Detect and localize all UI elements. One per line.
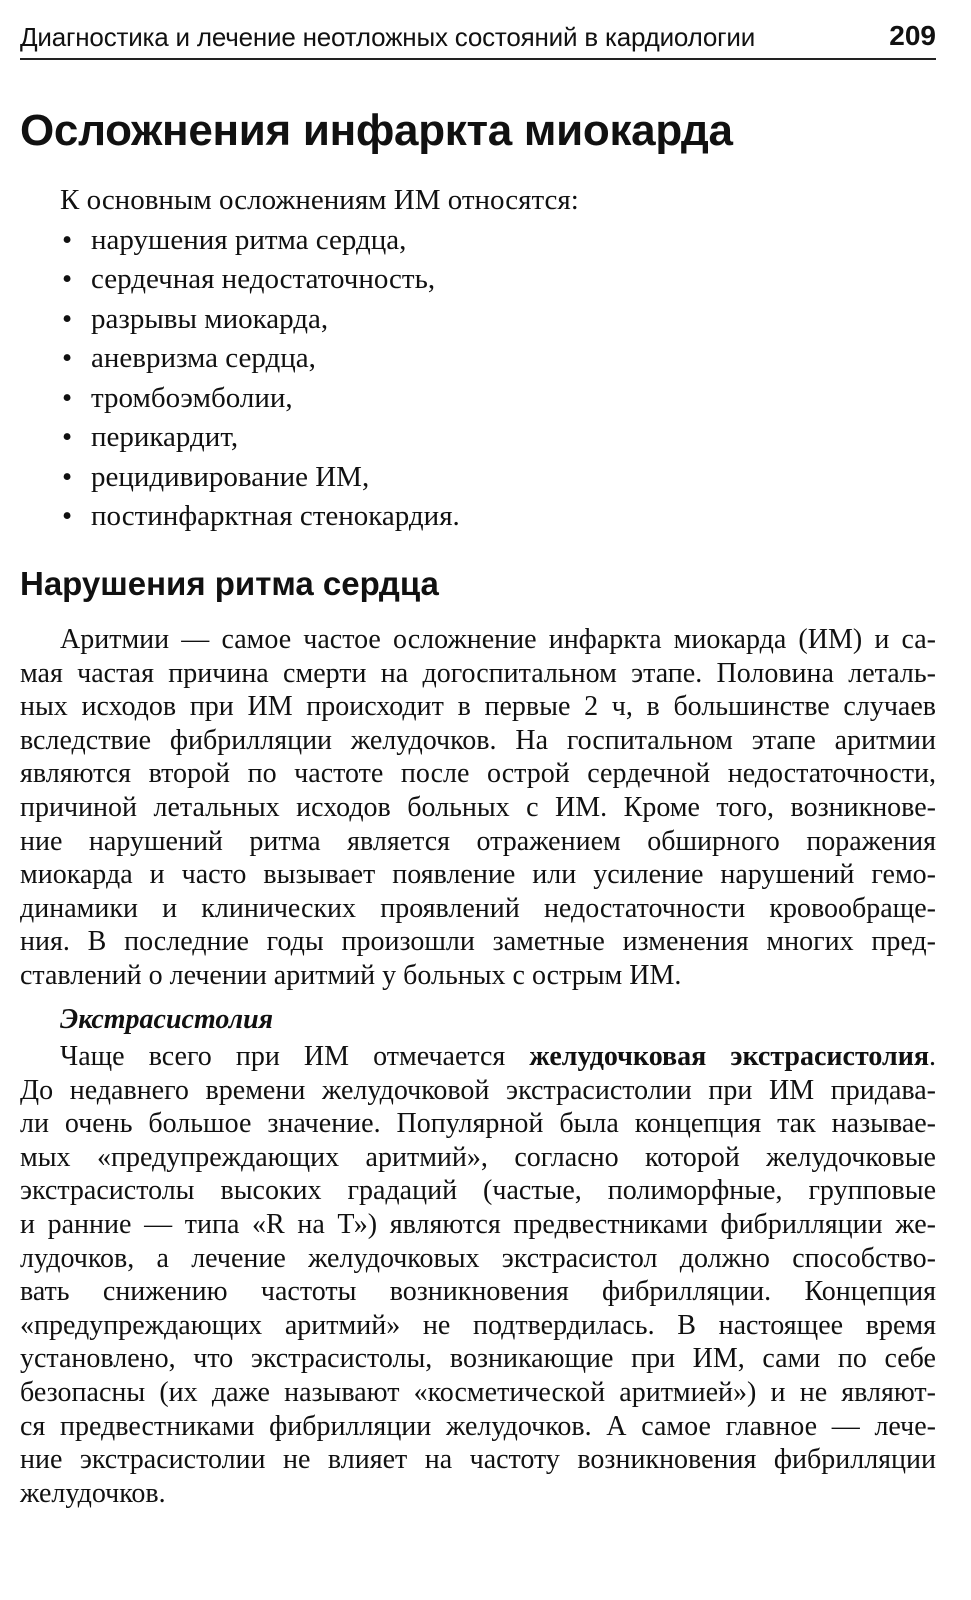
text-line: ных исходов при ИМ происходит в первые 2 ч, в большинстве случаев [20,691,936,723]
intro-text: К основным осложнениям ИМ относятся: [60,184,579,216]
text-line: желудочков. [20,1477,166,1509]
list-item: • перикардит, [60,418,460,458]
text-line: вследствие фибрилляции желудочков. На госпитальном этапе аритмии [20,724,936,756]
list-item: • разрывы миокарда, [60,300,460,340]
complications-list [60,221,460,537]
text-line: ставлений о лечении аритмий у больных с острым ИМ. [20,959,682,991]
bold-term: желудочковая экстрасистолия [529,1041,929,1072]
text-line: лудочков, а лечение желудочковых экстрасистол должно способство- [20,1242,936,1274]
extrasystole-paragraph [20,1040,936,1510]
list-item: • тромбоэмболии, [60,379,460,419]
text-line: являются второй по частоте после острой сердечной недостаточности, [20,758,936,790]
text-run: . [929,1041,936,1072]
text-line: безопасны (их даже называют «косметической аритмией») и не являют- [20,1376,936,1408]
text-line [20,1040,936,1074]
text-line: «предупреждающих аритмий» не подтвердилась. В настоящее время [20,1309,936,1341]
list-item: • нарушения ритма сердца, [60,221,460,261]
text-line: и ранние — типа «R на Т») являются предвестниками фибрилляции же- [20,1208,936,1240]
list-item: • рецидивирование ИМ, [60,458,460,498]
text-line: вать снижению частоты возникновения фибрилляции. Концепция [20,1276,936,1308]
text-line: мых «предупреждающих аритмий», согласно которой желудочковые [20,1141,936,1173]
text-line: ние нарушений ритма является отражением обширного поражения [20,825,936,857]
text-line: установлено, что экстрасистолы, возникающие при ИМ, сами по себе [20,1343,936,1375]
text-line: динамики и клинических проявлений недостаточности кровообраще- [20,892,936,924]
list-item: • сердечная недостаточность, [60,260,460,300]
text-run: Чаще всего при ИМ отмечается [60,1041,530,1072]
list-item: • аневризма сердца, [60,339,460,379]
page-number: 209 [889,20,936,51]
text-line: ние экстрасистолии не влияет на частоту возникновения фибрилляции [20,1444,936,1476]
text-line: мая частая причина смерти на догоспитальном этапе. Половина леталь- [20,657,936,689]
text-line: ся предвестниками фибрилляции желудочков. А самое главное — лече- [20,1410,936,1442]
text-line: причиной летальных исходов больных с ИМ. Кроме того, возникнове- [20,791,936,823]
text-line: До недавнего времени желудочковой экстрасистолии при ИМ придава- [20,1074,936,1106]
section-title: Нарушения ритма сердца [20,565,439,602]
running-title: Диагностика и лечение неотложных состояний в кардиологии [20,22,756,52]
text-line: ли очень большое значение. Популярной была концепция так называе- [20,1108,936,1140]
list-item: • постинфарктная стенокардия. [60,497,460,537]
subsection-title: Экстрасистолия [60,1004,274,1035]
book-page [20,0,936,1600]
running-header [20,18,936,60]
arrhythmia-paragraph [20,623,936,993]
text-line: Аритмии — самое частое осложнение инфаркта миокарда (ИМ) и са- [60,624,936,655]
text-line: миокарда и часто вызывает появление или усиление нарушений гемо- [20,859,936,891]
text-line: ния. В последние годы произошли заметные изменения многих пред- [20,926,936,958]
chapter-title: Осложнения инфаркта миокарда [20,106,733,155]
text-line: экстрасистолы высоких градаций (частые, полиморфные, групповые [20,1175,936,1207]
